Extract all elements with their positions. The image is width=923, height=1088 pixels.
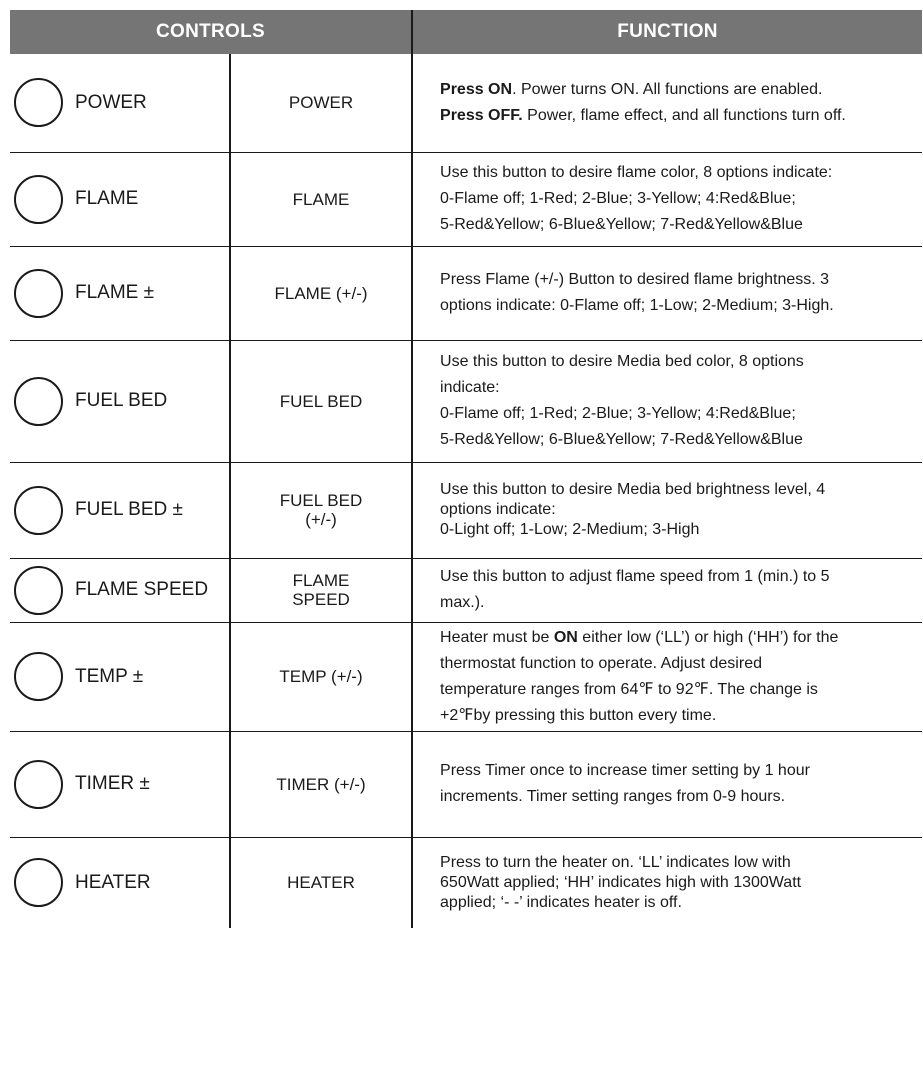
button-name-cell — [230, 622, 412, 731]
function-text: 0-Light off; 1-Low; 2-Medium; 3-High — [440, 521, 700, 538]
function-text: Power, flame effect, and all functions turn off. — [522, 106, 846, 124]
function-cell — [412, 558, 922, 622]
function-text: thermostat function to operate. Adjust desired — [440, 654, 762, 672]
control-label: FLAME — [75, 188, 139, 209]
function-line — [440, 77, 916, 103]
function-line — [440, 873, 916, 893]
function-line — [440, 103, 916, 129]
function-cell — [412, 340, 922, 462]
function-text: +2℉by pressing this button every time. — [440, 706, 717, 724]
function-line — [440, 160, 916, 186]
function-line — [440, 703, 916, 729]
table-row — [10, 246, 922, 340]
function-line — [440, 375, 916, 401]
round-button-icon[interactable] — [14, 652, 63, 701]
function-line — [440, 186, 916, 212]
control-label: FUEL BED ± — [75, 499, 183, 520]
function-line — [440, 267, 916, 293]
button-name-cell — [230, 558, 412, 622]
button-name-cell — [230, 152, 412, 246]
table-row — [10, 731, 922, 837]
function-line — [440, 212, 916, 238]
button-name: FUEL BED — [279, 391, 363, 411]
function-text: max.). — [440, 594, 485, 611]
control-flame — [10, 175, 229, 224]
button-name: TIMER (+/-) — [276, 774, 366, 794]
function-cell — [412, 152, 922, 246]
function-text: applied; ‘- -’ indicates heater is off. — [440, 893, 682, 911]
round-button-icon[interactable] — [14, 858, 63, 907]
round-button-icon[interactable] — [14, 486, 63, 535]
function-text: 5-Red&Yellow; 6-Blue&Yellow; 7-Red&Yellow&Blue — [440, 216, 803, 233]
function-text: Use this button to desire Media bed brightness level, 4 — [440, 481, 826, 498]
function-line — [440, 500, 916, 520]
control-temp — [10, 652, 229, 701]
function-text: Use this button to adjust flame speed from 1 (min.) to 5 — [440, 568, 830, 585]
function-line — [440, 520, 916, 540]
function-cell — [412, 731, 922, 837]
function-line — [440, 677, 916, 703]
table-row — [10, 340, 922, 462]
function-cell — [412, 462, 922, 558]
function-text: 5-Red&Yellow; 6-Blue&Yellow; 7-Red&Yellow&Blue — [440, 431, 803, 448]
function-emphasis: Press OFF. — [440, 106, 523, 124]
function-text: . Power turns ON. All functions are enabled. — [512, 80, 823, 98]
control-cell — [10, 837, 230, 928]
button-name-line: FUEL BED — [279, 491, 363, 510]
control-power — [10, 78, 229, 127]
round-button-icon[interactable] — [14, 760, 63, 809]
control-label: HEATER — [75, 871, 151, 893]
button-name-line: (+/-) — [305, 510, 337, 529]
function-text: temperature ranges from 64℉ to 92℉. The change is — [440, 680, 818, 698]
function-text: 0-Flame off; 1-Red; 2-Blue; 3-Yellow; 4:Red&Blue; — [440, 190, 796, 207]
function-line — [440, 625, 916, 651]
button-name-line: FLAME — [292, 571, 350, 590]
button-name: FLAME (+/-) — [274, 283, 368, 303]
function-text: options indicate: 0-Flame off; 1-Low; 2-Medium; 3-High. — [440, 297, 834, 314]
function-line — [440, 427, 916, 453]
table-row — [10, 622, 922, 731]
control-cell — [10, 152, 230, 246]
round-button-icon[interactable] — [14, 566, 63, 615]
function-text: 0-Flame off; 1-Red; 2-Blue; 3-Yellow; 4:Red&Blue; — [440, 405, 796, 422]
control-flame-brightness — [10, 269, 229, 318]
function-text: indicate: — [440, 379, 500, 396]
function-text: Use this button to desire Media bed color, 8 options — [440, 353, 804, 370]
button-name-cell — [230, 246, 412, 340]
function-line — [440, 349, 916, 375]
function-emphasis: Press ON — [440, 80, 513, 98]
function-line — [440, 651, 916, 677]
button-name-cell — [230, 462, 412, 558]
function-cell — [412, 246, 922, 340]
control-cell — [10, 54, 230, 152]
control-heater — [10, 858, 229, 907]
function-line — [440, 784, 916, 810]
control-cell — [10, 340, 230, 462]
function-line — [440, 893, 916, 913]
button-name-line: SPEED — [292, 590, 350, 609]
controls-header: CONTROLS — [10, 10, 412, 54]
control-cell — [10, 731, 230, 837]
function-cell — [412, 837, 922, 928]
header-row — [10, 10, 922, 54]
control-label: TIMER ± — [75, 773, 150, 794]
table-row — [10, 54, 922, 152]
function-text: 650Watt applied; ‘HH’ indicates high with 1300Watt — [440, 873, 802, 891]
function-line — [440, 401, 916, 427]
function-line — [440, 480, 916, 500]
control-flame-speed — [10, 566, 229, 615]
table-row — [10, 558, 922, 622]
function-line — [440, 564, 916, 590]
control-label: FUEL BED — [75, 390, 168, 411]
control-fuel-bed — [10, 377, 229, 426]
control-cell — [10, 622, 230, 731]
function-text: either low (‘LL’) or high (‘HH’) for the — [577, 628, 839, 646]
control-label: TEMP ± — [75, 665, 144, 687]
button-name-cell — [230, 340, 412, 462]
function-cell — [412, 54, 922, 152]
function-text: Press to turn the heater on. ‘LL’ indicates low with — [440, 853, 791, 871]
control-cell — [10, 246, 230, 340]
round-button-icon[interactable] — [14, 175, 63, 224]
function-text: increments. Timer setting ranges from 0-9 hours. — [440, 788, 786, 805]
table-row — [10, 462, 922, 558]
function-line — [440, 293, 916, 319]
function-text: Press Timer once to increase timer setting by 1 hour — [440, 762, 810, 779]
function-text: Heater must be — [440, 628, 554, 646]
button-name: HEATER — [287, 873, 355, 893]
control-cell — [10, 462, 230, 558]
table-row — [10, 152, 922, 246]
function-emphasis: ON — [553, 628, 578, 646]
button-name: FLAME — [292, 189, 350, 209]
function-line — [440, 853, 916, 873]
button-name-cell — [230, 54, 412, 152]
function-header: FUNCTION — [412, 10, 922, 54]
round-button-icon[interactable] — [14, 269, 63, 318]
control-cell — [10, 558, 230, 622]
function-line — [440, 758, 916, 784]
control-fuel-bed-brightness — [10, 486, 229, 535]
button-name-cell — [230, 731, 412, 837]
function-text: Press Flame (+/-) Button to desired flame brightness. 3 — [440, 271, 830, 288]
round-button-icon[interactable] — [14, 377, 63, 426]
controls-table — [10, 10, 922, 928]
button-name-cell — [230, 837, 412, 928]
round-button-icon[interactable] — [14, 78, 63, 127]
control-label: FLAME ± — [75, 282, 155, 303]
function-text: Use this button to desire flame color, 8 options indicate: — [440, 164, 833, 181]
control-label: POWER — [75, 91, 147, 113]
button-name: POWER — [288, 93, 354, 113]
function-cell — [412, 622, 922, 731]
control-timer — [10, 760, 229, 809]
button-name: TEMP (+/-) — [279, 667, 363, 686]
function-line — [440, 590, 916, 616]
table-row — [10, 837, 922, 928]
function-text: options indicate: — [440, 501, 556, 518]
control-label: FLAME SPEED — [75, 579, 209, 600]
